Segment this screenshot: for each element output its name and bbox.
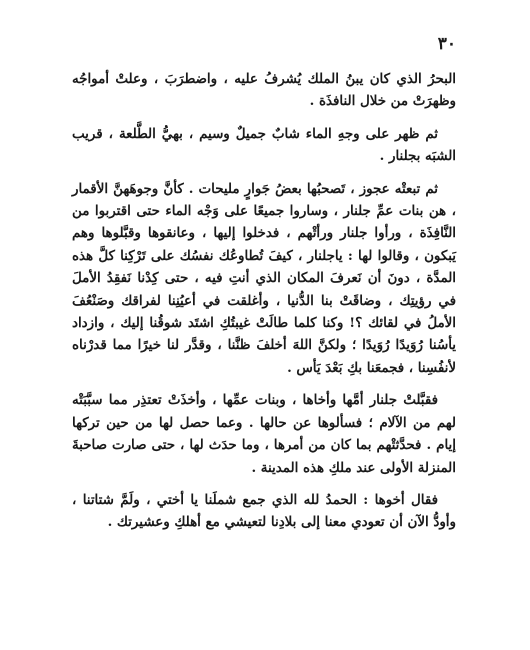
text-body xyxy=(72,68,456,544)
paragraph-3: ثم تبعتْه عجوز ، تَصحبُها بعضُ جَوارٍ مليحات . كأنَّ وجوهَهنَّ الأقمار ، هن بنات عمِّ جلنار ، وساروا جميعًا على وَجْه الماء حتى اقتربوا من النَّافِذَة ، ورأوا جلنار ورأتْهم ، فدخلوا إليها ، وعانقوها وقبَّلوها وهم يَبكون ، وقالوا لها : ياجلنار ، كيفَ تُطاوعُك نفسُك على تَرْكِنا كلَّ هذه المدَّة ، دونَ أن نَعرفَ المكان الذي أنتِ فيه ، حتى كِدْنا نَفقِدُ الأملَ في رؤيتِك ، وضاقَتْ بنا الدُّنيا ، وأغلقت في أعيُنِنا لفراقك وصَنْعُفَ الأملُ في لقائك ؟! وكنا كلما طالَتْ غيبتُكِ اشتَد شوقُنا إليك ، وازداد يأسُنا رُوَيدًا رُوَيدًا ؛ ولكنَّ اللهَ أخلفَ ظنَّنا ، وقدَّر لنا خيرًا مما قدرْناه لأنفُسِنا ، فجمعَنا بكِ بَعْدَ يَأس . xyxy=(72,180,456,376)
paragraph-1: البحرُ الذي كان يبنُ الملك يُشرفُ عليه ، واضطرَبَ ، وعلتْ أمواجُه وظهرَتْ من خلال النافذَة . xyxy=(72,71,456,110)
paragraph-2: ثم ظهر على وجهِ الماء شابٌ جميلٌ وسيم ، بهيُّ الطَّلعة ، قريب الشبَه بجلنار . xyxy=(72,125,456,165)
paragraph-4: فقبَّلتْ جلنار أمَّها وأخاها ، وبنات عمِّها ، وأخذَتْ تعتذِر مما سبَّبَتْه لهم من الآلام ؛ فسألوها عن حالها . وعما حصل لها من حين تركها إيام . فحدَّثتْهم بما كان من أمرها ، وما حدَث لها ، حتى صارت صاحبةَ المنزلة الأولى عند ملكِ هذه المدينة . xyxy=(72,392,456,476)
paragraph-5: فقال أخوها : الحمدُ لله الذي جمع شملَنا يا أختي ، ولَمَّ شتاتنا ، وأودُّ الآن أن تعودي معنا إلى بلادِنا لتعيشي مع أهلكِ وعشيرتك . xyxy=(72,491,456,531)
page-number: ٣٠ xyxy=(437,34,456,54)
